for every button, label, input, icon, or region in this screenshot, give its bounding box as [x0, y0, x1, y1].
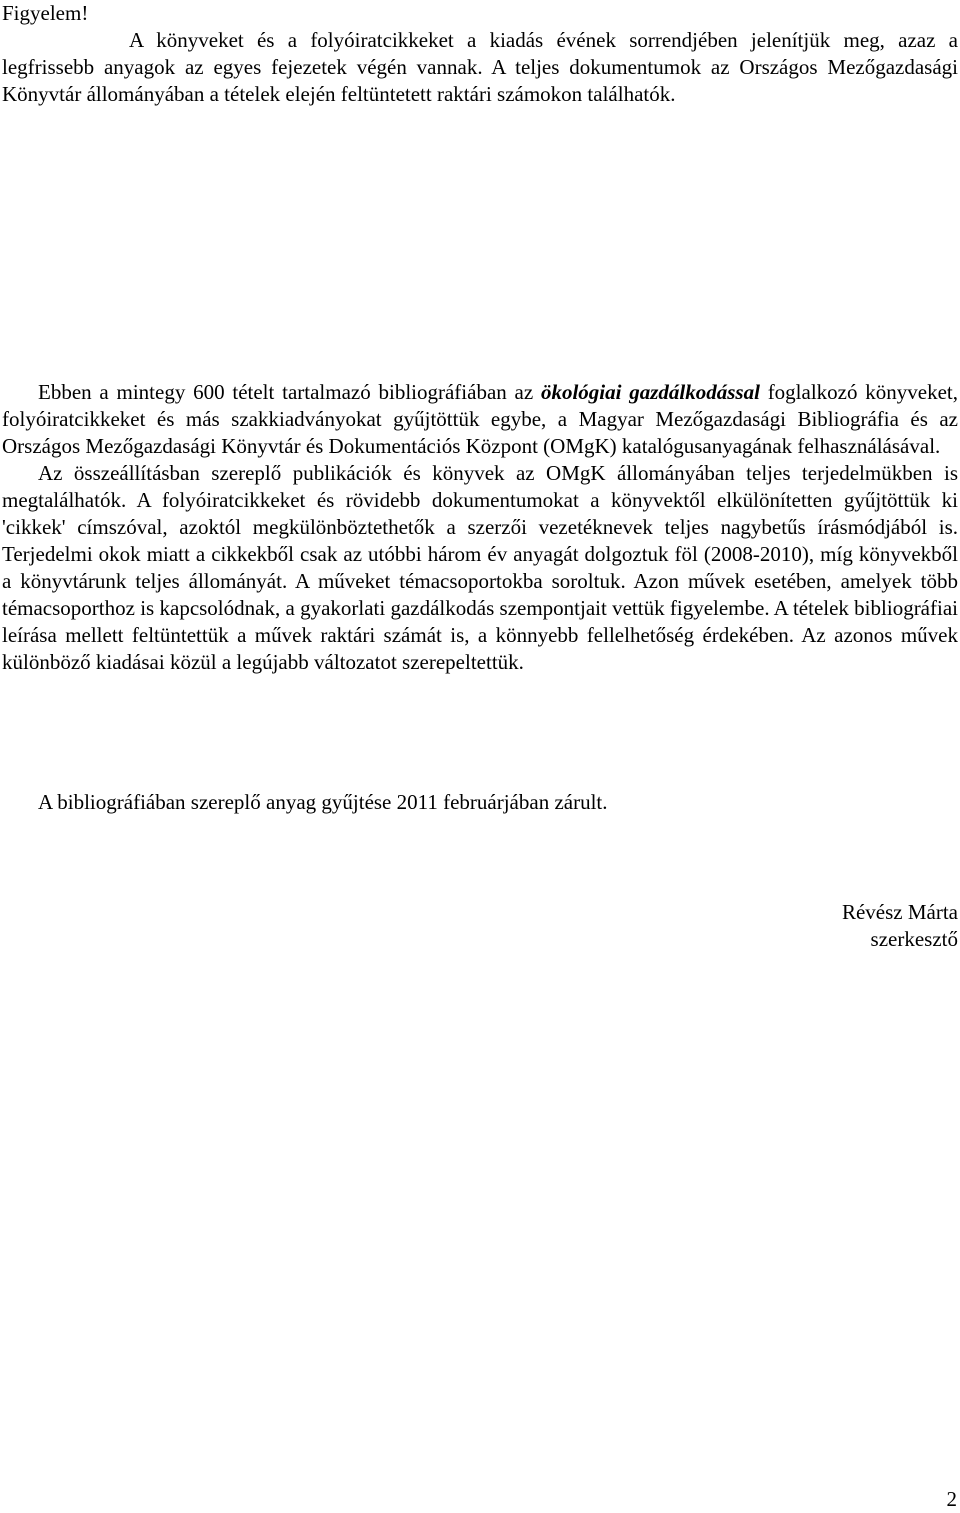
page-number: 2 — [946, 1487, 957, 1511]
notice-block — [2, 0, 958, 108]
notice-text: A könyveket és a folyóiratcikkeket a kiadás évének sorrendjében jelenítjük meg, azaz a legfrissebb anyagok az egyes fejezetek végén vannak. A teljes dokumentumok az Országos Mezőgazdasági Könyvtár állományában a tételek elején feltüntetett raktári számokon találhatók. — [2, 28, 958, 106]
introduction-block — [2, 379, 958, 676]
signature-role: szerkesztő — [870, 927, 958, 951]
signature-block — [842, 899, 958, 953]
intro-paragraph-1 — [2, 379, 958, 460]
notice-heading: Figyelem! — [2, 1, 89, 25]
intro-p1-before: Ebben a mintegy 600 tételt tartalmazó bibliográfiában az — [38, 380, 541, 404]
closing-statement: A bibliográfiában szereplő anyag gyűjtése 2011 februárjában zárult. — [38, 790, 608, 814]
signature-name: Révész Márta — [841, 900, 958, 924]
intro-paragraph-2: Az összeállításban szereplő publikációk és könyvek az OMgK állományában teljes terjedelmükben is megtalálhatók. A folyóiratcikkeket és rövidebb dokumentumokat a könyvektől elkülönítetten gyűjtöttük ki 'cikkek' címszóval, azoktól megkülönböztethetők a szerzői vezetéknevek teljes nagybetűs írásmódjából is. Terjedelmi okok miatt a cikkekből csak az utóbbi három év anyagát dolgoztuk föl (2008-2010), míg könyvekből a könyvtárunk teljes állományát. A műveket témacsoportokba soroltuk. Azon művek esetében, amelyek több témacsoporthoz is kapcsolódnak, a gyakorlati gazdálkodás szempontjait vettük figyelembe. A tételek bibliográfiai leírása mellett feltüntettük a művek raktári számát is, a könnyebb fellelhetőség érdekében. Az azonos művek különböző kiadásai közül a legújabb változatot szerepeltettük. — [2, 461, 958, 674]
intro-p1-emphasis: ökológiai gazdálkodással — [540, 380, 760, 404]
intro-p1-after: foglalkozó könyveket, folyóiratcikkeket és más szakkiadványokat gyűjtöttük egybe, a Magyar Mezőgazdasági Bibliográfia és az Országos Mezőgazdasági Könyvtár és Dokumentációs Központ (OMgK) katalógusanyagának felhasználásával. — [2, 380, 958, 458]
